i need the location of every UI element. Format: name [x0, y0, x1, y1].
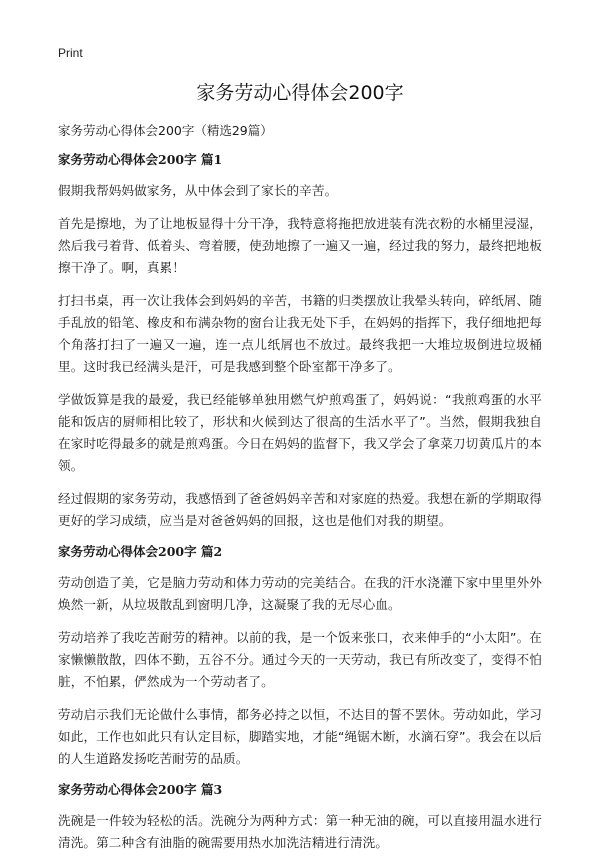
paragraph: 假期我帮妈妈做家务，从中体会到了家长的辛苦。: [58, 183, 338, 198]
print-link[interactable]: Print: [58, 46, 83, 60]
section-heading: 家务劳动心得体会200字 篇3: [58, 782, 223, 797]
section-heading: 家务劳动心得体会200字 篇2: [58, 544, 223, 559]
document-subtitle: 家务劳动心得体会200字（精选29篇）: [58, 123, 273, 138]
section-heading: 家务劳动心得体会200字 篇1: [58, 152, 223, 167]
paragraph: 洗碗是一件较为轻松的活。洗碗分为两种方式：第一种无油的碗，可以直接用温水进行清洗。第二种含有油脂的碗需要用热水加洗洁精进行清洗。: [58, 813, 542, 850]
paragraph: 经过假期的家务劳动，我感悟到了爸爸妈妈辛苦和对家庭的热爱。我想在新的学期取得更好的学习成绩，应当是对爸爸妈妈的回报，这也是他们对我的期望。: [58, 491, 542, 528]
paragraph: 劳动培养了我吃苦耐劳的精神。以前的我，是一个饭来张口，衣来伸手的“小太阳”。在家懒懒散散，四体不勤，五谷不分。通过今天的一天劳动，我已有所改变了，变得不怕脏，不怕累，俨然成为一个劳动者了。: [58, 630, 542, 689]
paragraph: 劳动创造了美，它是脑力劳动和体力劳动的完美结合。在我的汗水浇灌下家中里里外外焕然一新，从垃圾散乱到窗明几净，这凝聚了我的无尽心血。: [58, 575, 542, 612]
document-title: 家务劳动心得体会200字: [196, 82, 404, 104]
document-body: [58, 122, 542, 865]
section-2: [58, 543, 542, 770]
section-3: [58, 781, 542, 854]
paragraph: 学做饭算是我的最爱，我已经能够单独用燃气炉煎鸡蛋了，妈妈说：“我煎鸡蛋的水平能和饭店的厨师相比较了，形状和火候到达了很高的生活水平了”。当然，假期我独自在家时吃得最多的就是煎鸡蛋。今日在妈妈的监督下，我又学会了拿菜刀切黄瓜片的本领。: [58, 392, 542, 473]
paragraph: 劳动启示我们无论做什么事情，都务必持之以恒，不达目的誓不罢休。劳动如此，学习如此，工作也如此只有认定目标，脚踏实地，才能“绳锯木断，水滴石穿”。我会在以后的人生道路发扬吃苦耐劳的品质。: [58, 707, 542, 766]
section-1: [58, 151, 542, 532]
paragraph: 打扫书桌，再一次让我体会到妈妈的辛苦，书籍的归类摆放让我晕头转向，碎纸屑、随手乱放的铅笔、橡皮和布满杂物的窗台让我无处下手，在妈妈的指挥下，我仔细地把每个角落打扫了一遍又一遍，连一点儿纸屑也不放过。最终我把一大堆垃圾倒进垃圾桶里。这时我已经满头是汗，可是我感到整个卧室都干净多了。: [58, 293, 542, 374]
paragraph: 首先是擦地，为了让地板显得十分干净，我特意将拖把放进装有洗衣粉的水桶里浸湿，然后我弓着背、低着头、弯着腰，使劲地擦了一遍又一遍，经过我的努力，最终把地板擦干净了。啊，真累！: [58, 216, 542, 275]
